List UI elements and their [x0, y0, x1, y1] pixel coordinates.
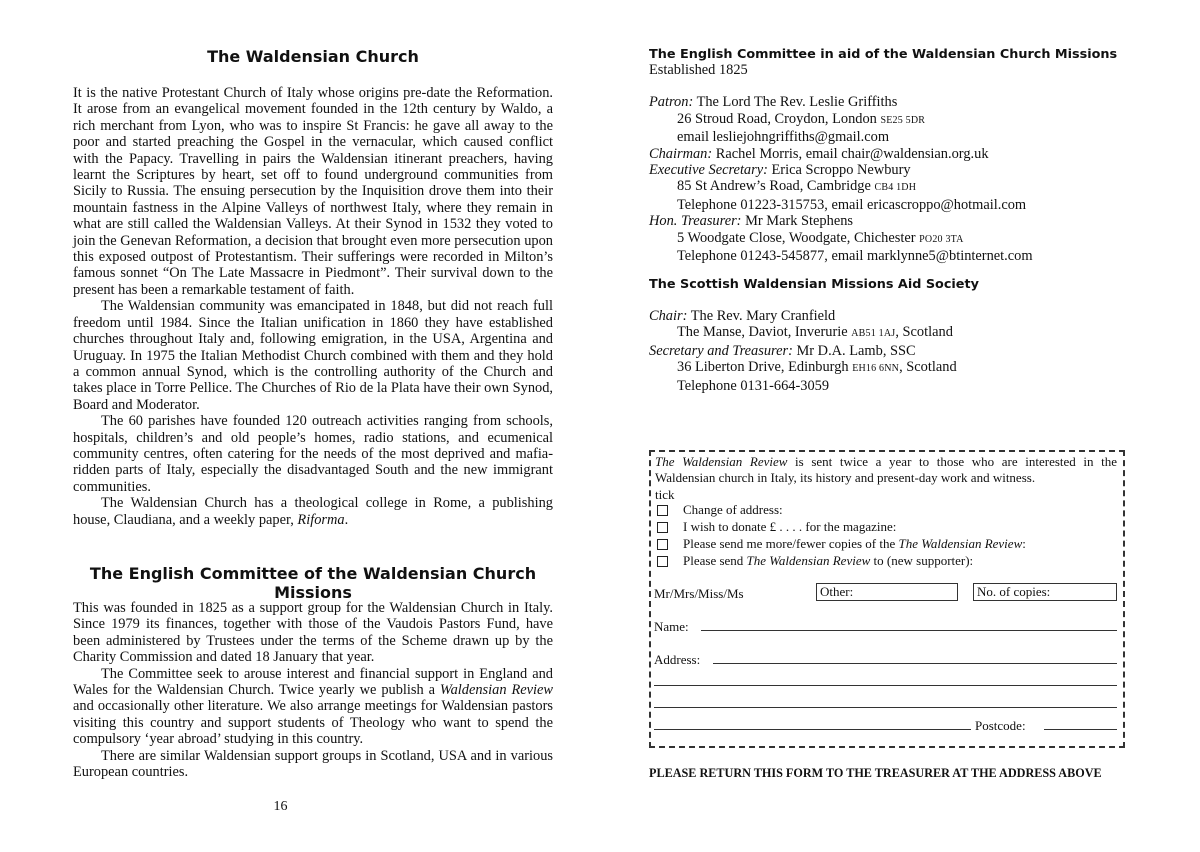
- paragraph-history: It is the native Protestant Church of Italy whose origins pre-date the Reformation. It arose from an evangelical movement founded in the 12th century by Waldo, a rich merchant from Lyon, who was to inspire St Francis: he gave all away to the poor and started preaching the Gospel in the vernacular, which caused conflict with the Papacy. Travelling in pairs the Waldensian itinerant preachers, having learnt the Scriptures by heart, set off to found underground communities from Sicily to Russia. The ensuing persecution by the Inquisition drove them into their mountain fastness in the Alpine Valleys of northwest Italy, where they remain in what are still called the Waldensian Valleys. At their Synod in 1532 they voted to join the Genevan Reformation, a decision that brought even more persecution upon this exposed outpost of Protestantism. Their sufferings were recorded in Milton’s famous sonnet “On The Late Massacre in Piedmont”. Their survival down to the present has been a remarkable testament of faith.: [73, 85, 553, 298]
- postcode-label: Postcode:: [975, 718, 1026, 733]
- left-page: [73, 0, 553, 852]
- checkbox-copies[interactable]: [657, 539, 668, 550]
- scottish-chair-address: The Manse, Daviot, Inverurie AB51 1AJ, Scotland: [677, 324, 953, 341]
- patron-address: 26 Stroud Road, Croydon, London SE25 5DR: [677, 110, 926, 127]
- section-title-english-committee: The English Committee of the Waldensian Church Missions: [89, 564, 537, 602]
- patron-line: Patron: The Lord The Rev. Leslie Griffiths: [649, 94, 898, 111]
- body-text: [73, 85, 553, 528]
- paragraph-parishes: The 60 parishes have founded 120 outreach activities ranging from schools, hospitals, children’s and old people’s homes, radio stations, and ecumenical community centres, often catering for the needs of the most deprived and mafia-ridden parts of Italy, especially the disadvantaged South and the new immigrant communities.: [73, 413, 553, 495]
- form-intro: The Waldensian Review is sent twice a year to those who are interested in the Waldensian church in Italy, its history and present-day work and witness.: [655, 454, 1117, 486]
- scottish-chair-line: Chair: The Rev. Mary Cranfield: [649, 308, 836, 324]
- review-title: Waldensian Review: [439, 682, 553, 699]
- checkbox-change-address[interactable]: [657, 505, 668, 516]
- checkbox-donate[interactable]: [657, 522, 668, 533]
- treasurer-address: 5 Woodgate Close, Woodgate, Chichester PO20 3TA: [677, 229, 964, 246]
- english-committee-title: The English Committee in aid of the Waldensian Church Missions: [649, 47, 1118, 62]
- address-field-1[interactable]: [713, 663, 1117, 664]
- return-instruction: PLEASE RETURN THIS FORM TO THE TREASURER AT THE ADDRESS ABOVE: [649, 766, 1102, 780]
- page-number: 16: [273, 799, 288, 814]
- riforma-title: Riforma: [297, 511, 345, 528]
- chairman-line: Chairman: Rachel Morris, email chair@waldensian.org.uk: [649, 145, 989, 162]
- paragraph-support: The Committee seek to arouse interest and financial support in England and Wales for the Waldensian Church. Twice yearly we publish a Waldensian Review and occasionally other literature. We also arrange meetings for Waldensian pastors visiting this country and support students of Theology who want to spend the compulsory ‘year abroad’ studying in this country.: [73, 665, 553, 748]
- other-field[interactable]: Other:: [816, 583, 958, 601]
- address-label: Address:: [654, 652, 701, 667]
- english-committee-block: [649, 47, 1129, 264]
- subscription-form: [649, 450, 1125, 748]
- option-new-supporter[interactable]: Please send The Waldensian Review to (new supporter):: [657, 553, 973, 569]
- scottish-society-block: [649, 277, 1129, 394]
- scottish-secretary-telephone: Telephone 0131-664-3059: [677, 377, 830, 394]
- name-field[interactable]: [701, 630, 1117, 631]
- option-donate[interactable]: I wish to donate £ . . . . for the magazine:: [657, 519, 896, 535]
- treasurer-line: Hon. Treasurer: Mr Mark Stephens: [649, 213, 853, 230]
- option-change-address[interactable]: Change of address:: [657, 502, 783, 518]
- exec-secretary-contact: Telephone 01223-315753, email ericascroppo@hotmail.com: [677, 196, 1027, 213]
- paragraph-college: The Waldensian Church has a theological college in Rome, a publishing house, Claudiana, and a weekly paper, Riforma.: [73, 495, 553, 528]
- address-field-4[interactable]: [654, 729, 971, 730]
- exec-secretary-line: Executive Secretary: Erica Scroppo Newbury: [649, 162, 911, 179]
- paragraph-emancipation: The Waldensian community was emancipated in 1848, but did not reach full freedom until 1984. Since the Italian unification in 1860 they have established churches throughout Italy and, following emigration, in the USA, Argentina and Uruguay. In 1975 the Italian Methodist Church combined with them and they hold a common annual Synod, which is the controlling authority of the Church and takes place in Torre Pellice. The Churches of Rio de la Plata have their own Synod, Board and Moderator.: [73, 298, 553, 413]
- tick-label: tick: [655, 487, 675, 502]
- committee-text: [73, 600, 553, 780]
- patron-email: email lesliejohngriffiths@gmail.com: [677, 129, 890, 146]
- scottish-secretary-address: 36 Liberton Drive, Edinburgh EH16 6NN, Scotland: [677, 359, 957, 376]
- scottish-society-title: The Scottish Waldensian Missions Aid Society: [649, 277, 979, 292]
- postcode-field[interactable]: [1044, 729, 1117, 730]
- treasurer-contact: Telephone 01243-545877, email marklynne5@btinternet.com: [677, 248, 1033, 265]
- section-title-waldensian-church: The Waldensian Church: [207, 47, 419, 66]
- title-label: Mr/Mrs/Miss/Ms: [654, 586, 744, 601]
- name-label: Name:: [654, 619, 689, 634]
- copies-field[interactable]: No. of copies:: [973, 583, 1117, 601]
- option-copies[interactable]: Please send me more/fewer copies of the The Waldensian Review:: [657, 536, 1026, 552]
- scottish-secretary-line: Secretary and Treasurer: Mr D.A. Lamb, SSC: [649, 342, 916, 359]
- paragraph-similar-groups: There are similar Waldensian support groups in Scotland, USA and in various European countries.: [73, 747, 553, 781]
- paragraph-founded: This was founded in 1825 as a support group for the Waldensian Church in Italy. Since 1979 its finances, together with those of the Vaudois Pastors Fund, have been administered by Trustees under the terms of the Scheme drawn up by the Charity Commission and dated 18 January that year.: [73, 600, 553, 666]
- established-line: Established 1825: [649, 62, 748, 78]
- address-field-3[interactable]: [654, 707, 1117, 708]
- address-field-2[interactable]: [654, 685, 1117, 686]
- exec-secretary-address: 85 St Andrew’s Road, Cambridge CB4 1DH: [677, 178, 917, 195]
- checkbox-new-supporter[interactable]: [657, 556, 668, 567]
